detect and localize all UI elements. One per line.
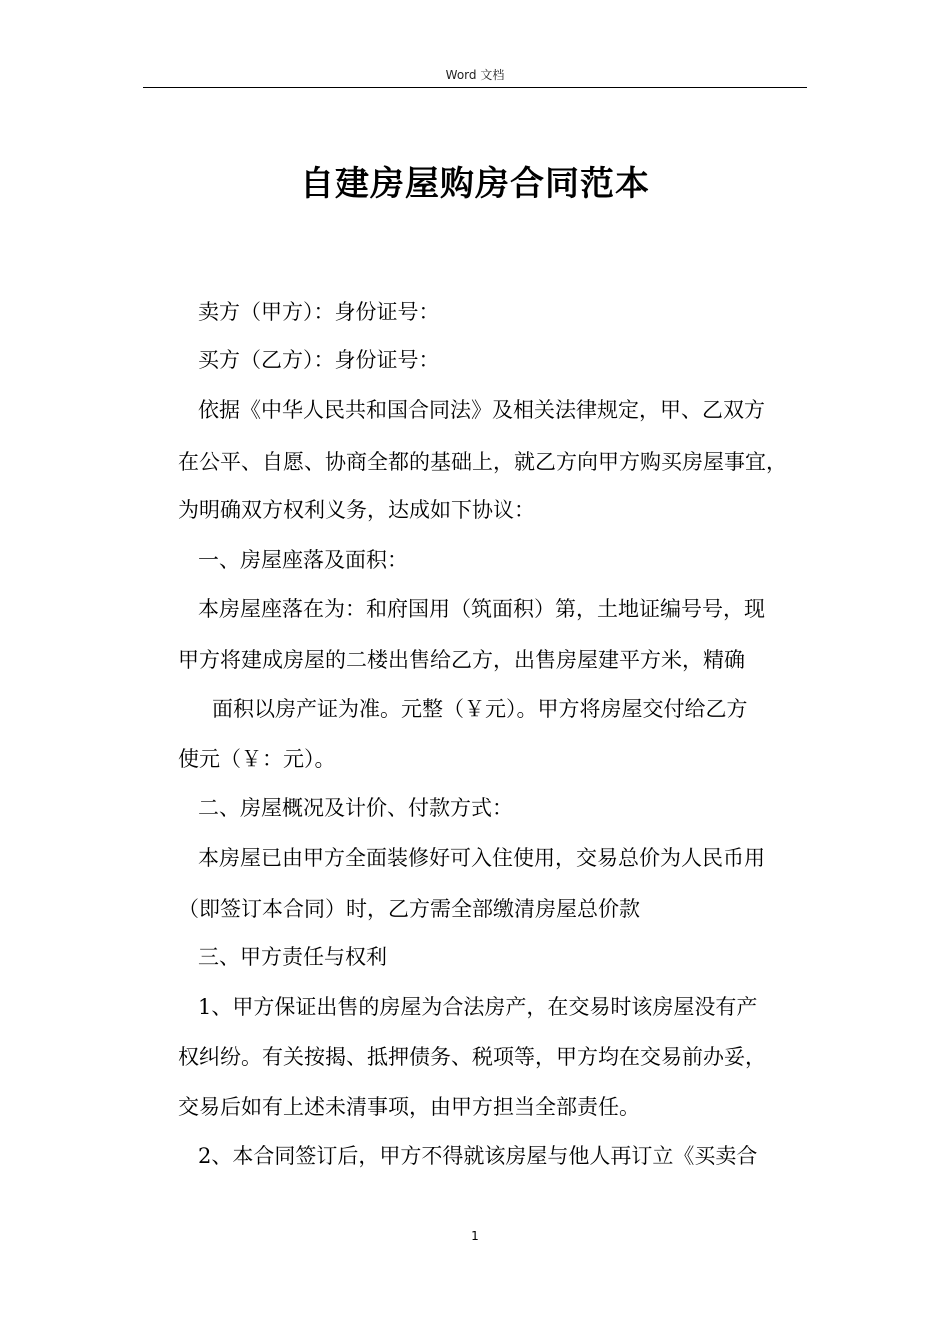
body-line: 为明确双方权利义务，达成如下协议： <box>178 498 535 522</box>
body-line: 本房屋座落在为：和府国用（筑面积）第，土地证编号号，现 <box>198 597 765 621</box>
body-line: 交易后如有上述未清事项，由甲方担当全部责任。 <box>178 1095 640 1119</box>
body-line: 卖方（甲方）：身份证号： <box>198 300 440 324</box>
body-line: 权纠纷。有关按揭、抵押债务、税项等，甲方均在交易前办妥， <box>178 1045 766 1069</box>
body-line: 甲方将建成房屋的二楼出售给乙方，出售房屋建平方米，精确 <box>178 648 745 672</box>
body-line: 一、房屋座落及面积： <box>198 548 408 572</box>
body-line: 依据《中华人民共和国合同法》及相关法律规定，甲、乙双方 <box>198 398 765 422</box>
page-header-text: Word 文档 <box>445 68 505 82</box>
body-line: 三、甲方责任与权利 <box>198 945 387 969</box>
body-line: 使元（￥：元）。 <box>178 747 336 771</box>
body-line: 在公平、自愿、协商全都的基础上，就乙方向甲方购买房屋事宜， <box>178 450 787 474</box>
body-line: 2、本合同签订后，甲方不得就该房屋与他人再订立《买卖合 <box>198 1144 758 1168</box>
body-line: 1、甲方保证出售的房屋为合法房产，在交易时该房屋没有产 <box>198 995 758 1019</box>
page-number: 1 <box>471 1229 479 1243</box>
body-line: 买方（乙方）：身份证号： <box>198 348 440 372</box>
body-line: （即签订本合同）时，乙方需全部缴清房屋总价款 <box>178 897 640 921</box>
header-divider <box>143 87 807 88</box>
document-title: 自建房屋购房合同范本 <box>300 164 650 204</box>
body-line: 二、房屋概况及计价、付款方式： <box>198 796 513 820</box>
body-line: 本房屋已由甲方全面装修好可入住使用，交易总价为人民币用 <box>198 846 765 870</box>
body-line: 面积以房产证为准。元整（￥元）。甲方将房屋交付给乙方 <box>212 697 748 721</box>
